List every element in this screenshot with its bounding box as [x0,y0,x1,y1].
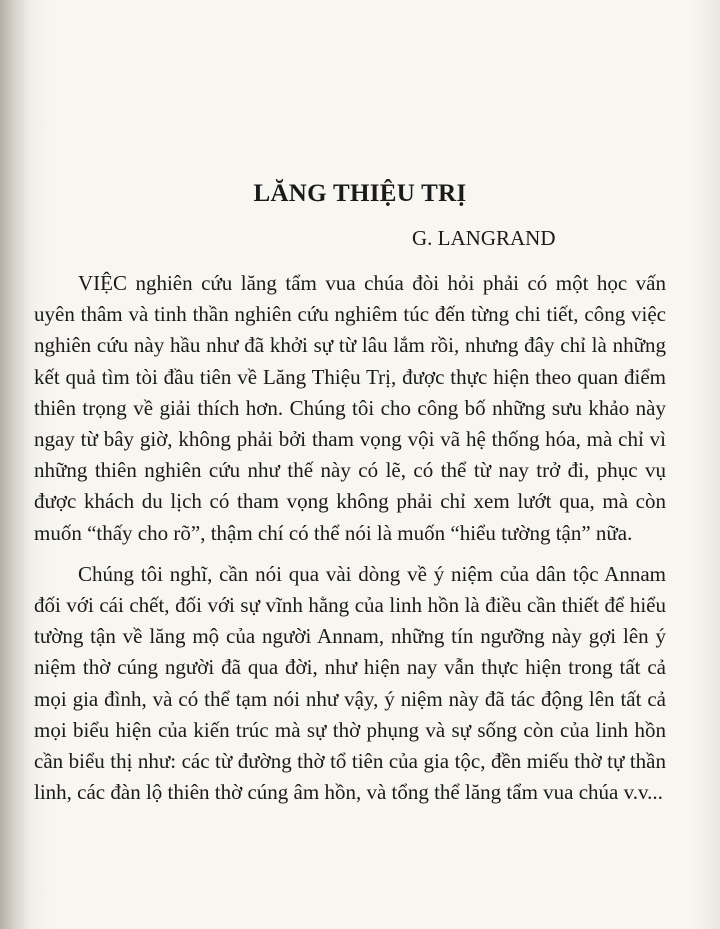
chapter-title: LĂNG THIỆU TRỊ [253,180,467,207]
paragraph-2: Chúng tôi nghĩ, cần nói qua vài dòng về ý niệm của dân tộc Annam đối với cái chết, đối với sự vĩnh hằng của linh hồn là điều cần thiết để hiểu tường tận về lăng mộ của người Annam, những tín ngưỡng này gợi lên ý niệm thờ cúng người đã qua đời, như hiện nay vẫn thực hiện trong tất cả mọi gia đình, và có thể tạm nói như vậy, ý niệm này đã tác động lên tất cả mọi biểu hiện của kiến trúc mà sự thờ phụng và sự sống còn của linh hồn cần biểu thị như: các từ đường thờ tổ tiên của gia tộc, đền miếu thờ tự thần linh, các đàn lộ thiên thờ cúng âm hồn, và tổng thể lăng tẩm vua chúa v.v... [34,561,666,805]
body-text [34,268,666,818]
page-spine-shadow [0,0,30,929]
author-name: G. LANGRAND [412,226,556,250]
paragraph-1: VIỆC nghiên cứu lăng tẩm vua chúa đòi hỏi phải có một học vấn uyên thâm và tinh thần nghiên cứu nghiêm túc đến từng chi tiết, công việc nghiên cứu này hầu như đã khởi sự từ lâu lắm rồi, nhưng đây chỉ là những kết quả tìm tòi đầu tiên về Lăng Thiệu Trị, được thực hiện theo quan điểm thiên trọng về giải thích hơn. Chúng tôi cho công bố những sưu khảo này ngay từ bây giờ, không phải bởi tham vọng vội vã hệ thống hóa, mà chỉ vì những thiên nghiên cứu như thế này có lẽ, có thể từ nay trở đi, phục vụ được khách du lịch có tham vọng không phải chỉ xem lướt qua, mà còn muốn “thấy cho rõ”, thậm chí có thể nói là muốn “hiểu tường tận” nữa. [34,271,666,545]
